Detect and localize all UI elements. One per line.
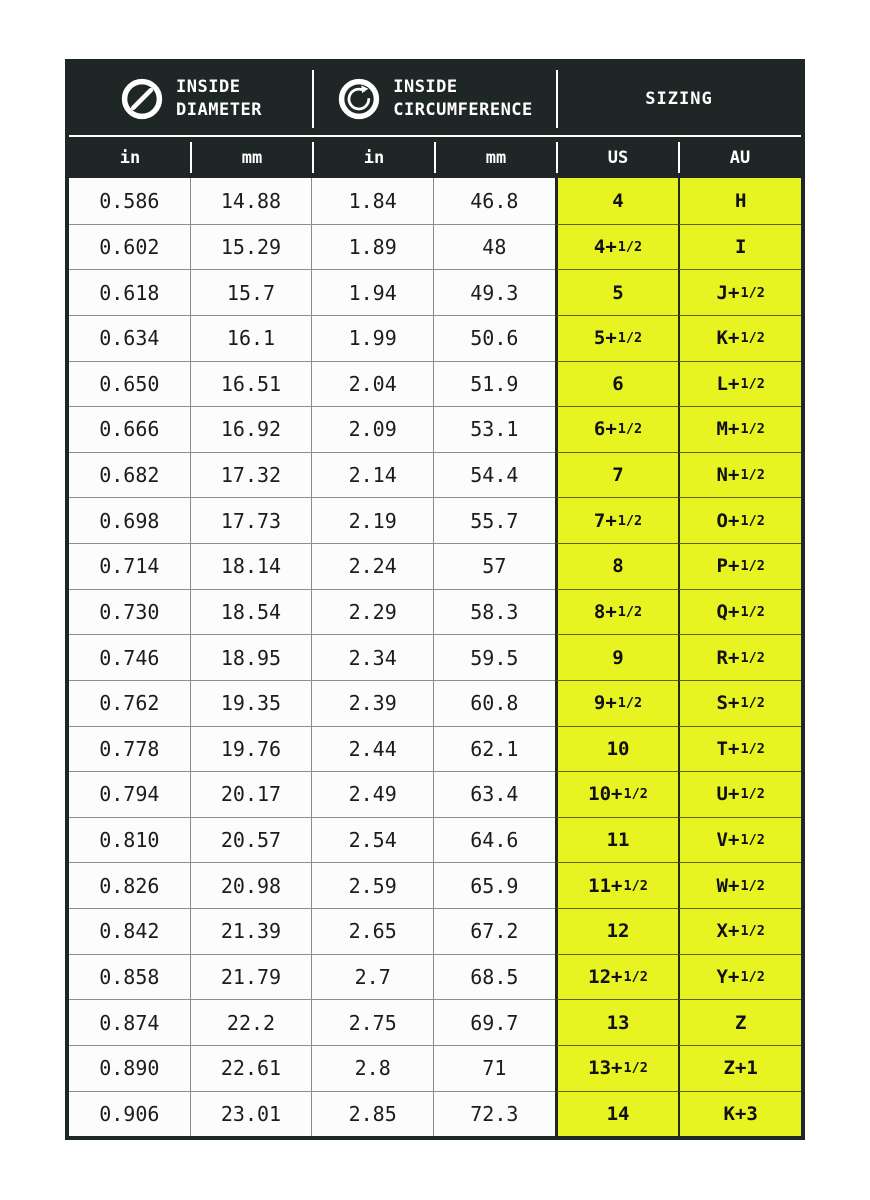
cell-size-us: 8+ 1/2	[555, 589, 679, 635]
header-group-label-line2: DIAMETER	[176, 100, 262, 120]
cell-circumference-in: 2.09	[311, 406, 433, 452]
table-row	[69, 726, 801, 772]
cell-diameter-in: 0.650	[69, 361, 190, 407]
header-group-label: SIZING	[645, 88, 713, 109]
cell-circumference-mm: 71	[433, 1045, 555, 1091]
cell-size-us: 8	[555, 543, 679, 589]
table-row	[69, 999, 801, 1045]
cell-diameter-mm: 17.32	[190, 452, 312, 498]
cell-circumference-in: 2.34	[311, 634, 433, 680]
cell-diameter-mm: 22.2	[190, 999, 312, 1045]
cell-circumference-mm: 59.5	[433, 634, 555, 680]
cell-diameter-in: 0.762	[69, 680, 190, 726]
table-row	[69, 817, 801, 863]
header-group-inside-diameter	[69, 76, 313, 122]
cell-circumference-mm: 51.9	[433, 361, 555, 407]
cell-diameter-mm: 18.95	[190, 634, 312, 680]
cell-diameter-in: 0.826	[69, 862, 190, 908]
cell-circumference-mm: 65.9	[433, 862, 555, 908]
cell-diameter-in: 0.714	[69, 543, 190, 589]
cell-size-us: 7	[555, 452, 679, 498]
header-group-sizing	[557, 88, 801, 111]
cell-circumference-in: 2.49	[311, 771, 433, 817]
header-group-inside-circumference	[313, 76, 557, 122]
cell-circumference-mm: 63.4	[433, 771, 555, 817]
cell-diameter-in: 0.682	[69, 452, 190, 498]
cell-size-us: 11	[555, 817, 679, 863]
table-row	[69, 908, 801, 954]
header-groups-row	[69, 63, 801, 135]
table-row	[69, 178, 801, 224]
cell-size-au: K+ 1/2	[678, 315, 801, 361]
cell-size-au: S+ 1/2	[678, 680, 801, 726]
column-header-divider	[556, 142, 558, 173]
cell-size-au: H	[678, 178, 801, 224]
circumference-icon	[337, 77, 381, 121]
table-row	[69, 771, 801, 817]
cell-diameter-in: 0.842	[69, 908, 190, 954]
cell-size-au: X+ 1/2	[678, 908, 801, 954]
cell-circumference-mm: 69.7	[433, 999, 555, 1045]
cell-size-us: 14	[555, 1091, 679, 1137]
cell-diameter-mm: 15.7	[190, 269, 312, 315]
cell-diameter-mm: 23.01	[190, 1091, 312, 1137]
cell-diameter-mm: 17.73	[190, 497, 312, 543]
column-header-circumference-mm: mm	[485, 147, 507, 168]
cell-circumference-mm: 54.4	[433, 452, 555, 498]
column-header-circumference-in: in	[363, 147, 385, 168]
cell-diameter-in: 0.794	[69, 771, 190, 817]
cell-size-us: 9+ 1/2	[555, 680, 679, 726]
cell-size-us: 5	[555, 269, 679, 315]
cell-size-us: 7+ 1/2	[555, 497, 679, 543]
table-row	[69, 1091, 801, 1137]
cell-circumference-in: 2.7	[311, 954, 433, 1000]
cell-diameter-in: 0.778	[69, 726, 190, 772]
cell-diameter-mm: 16.1	[190, 315, 312, 361]
cell-circumference-in: 2.65	[311, 908, 433, 954]
header-group-label	[176, 76, 262, 122]
cell-circumference-mm: 72.3	[433, 1091, 555, 1137]
cell-diameter-in: 0.602	[69, 224, 190, 270]
table-row	[69, 269, 801, 315]
cell-diameter-mm: 20.98	[190, 862, 312, 908]
cell-diameter-mm: 19.35	[190, 680, 312, 726]
cell-size-us: 10+ 1/2	[555, 771, 679, 817]
cell-circumference-mm: 55.7	[433, 497, 555, 543]
cell-circumference-in: 1.89	[311, 224, 433, 270]
table-row	[69, 361, 801, 407]
header-group-label-line1: INSIDE	[393, 77, 458, 98]
cell-diameter-in: 0.874	[69, 999, 190, 1045]
cell-circumference-mm: 68.5	[433, 954, 555, 1000]
table-row	[69, 452, 801, 498]
column-header-diameter-in: in	[119, 147, 141, 168]
cell-size-us: 4+ 1/2	[555, 224, 679, 270]
cell-circumference-mm: 57	[433, 543, 555, 589]
cell-diameter-mm: 20.57	[190, 817, 312, 863]
cell-size-au: R+ 1/2	[678, 634, 801, 680]
table-row	[69, 680, 801, 726]
cell-circumference-in: 2.24	[311, 543, 433, 589]
table-header	[69, 63, 801, 178]
cell-circumference-in: 2.85	[311, 1091, 433, 1137]
cell-size-au: Z+1	[678, 1045, 801, 1091]
table-row	[69, 589, 801, 635]
cell-circumference-in: 2.04	[311, 361, 433, 407]
table-row	[69, 406, 801, 452]
cell-size-au: M+ 1/2	[678, 406, 801, 452]
table-row	[69, 315, 801, 361]
cell-circumference-mm: 62.1	[433, 726, 555, 772]
cell-diameter-mm: 20.17	[190, 771, 312, 817]
cell-size-au: Z	[678, 999, 801, 1045]
table-row	[69, 543, 801, 589]
cell-circumference-in: 1.94	[311, 269, 433, 315]
cell-size-us: 13+ 1/2	[555, 1045, 679, 1091]
cell-circumference-mm: 49.3	[433, 269, 555, 315]
cell-circumference-in: 2.19	[311, 497, 433, 543]
cell-diameter-in: 0.730	[69, 589, 190, 635]
cell-diameter-in: 0.666	[69, 406, 190, 452]
header-group-label	[393, 76, 533, 122]
cell-diameter-in: 0.618	[69, 269, 190, 315]
cell-diameter-in: 0.698	[69, 497, 190, 543]
cell-size-au: I	[678, 224, 801, 270]
cell-diameter-in: 0.906	[69, 1091, 190, 1137]
table-row	[69, 1045, 801, 1091]
cell-circumference-in: 2.75	[311, 999, 433, 1045]
column-headers-row	[69, 137, 801, 178]
cell-size-us: 10	[555, 726, 679, 772]
cell-size-au: O+ 1/2	[678, 497, 801, 543]
cell-size-au: W+ 1/2	[678, 862, 801, 908]
cell-circumference-in: 2.29	[311, 589, 433, 635]
cell-diameter-mm: 16.92	[190, 406, 312, 452]
cell-diameter-mm: 19.76	[190, 726, 312, 772]
cell-size-au: V+ 1/2	[678, 817, 801, 863]
cell-size-us: 5+ 1/2	[555, 315, 679, 361]
cell-diameter-in: 0.586	[69, 178, 190, 224]
cell-size-us: 6+ 1/2	[555, 406, 679, 452]
cell-circumference-mm: 53.1	[433, 406, 555, 452]
column-header-au: AU	[729, 147, 751, 168]
ring-size-chart	[65, 59, 805, 1140]
cell-size-au: L+ 1/2	[678, 361, 801, 407]
cell-diameter-mm: 22.61	[190, 1045, 312, 1091]
cell-circumference-in: 2.59	[311, 862, 433, 908]
table-row	[69, 497, 801, 543]
cell-size-us: 11+ 1/2	[555, 862, 679, 908]
cell-size-au: P+ 1/2	[678, 543, 801, 589]
cell-size-us: 13	[555, 999, 679, 1045]
cell-size-us: 12	[555, 908, 679, 954]
cell-circumference-in: 2.39	[311, 680, 433, 726]
cell-diameter-mm: 21.39	[190, 908, 312, 954]
cell-circumference-mm: 48	[433, 224, 555, 270]
header-group-divider	[556, 70, 558, 128]
diameter-icon	[120, 77, 164, 121]
cell-diameter-in: 0.890	[69, 1045, 190, 1091]
cell-circumference-mm: 60.8	[433, 680, 555, 726]
cell-diameter-mm: 15.29	[190, 224, 312, 270]
cell-diameter-in: 0.746	[69, 634, 190, 680]
cell-circumference-in: 2.14	[311, 452, 433, 498]
table-row	[69, 862, 801, 908]
cell-size-au: K+3	[678, 1091, 801, 1137]
cell-size-au: N+ 1/2	[678, 452, 801, 498]
cell-circumference-mm: 46.8	[433, 178, 555, 224]
header-group-divider	[312, 70, 314, 128]
table-body	[69, 178, 801, 1136]
cell-diameter-mm: 18.54	[190, 589, 312, 635]
column-header-us: US	[607, 147, 629, 168]
cell-size-au: T+ 1/2	[678, 726, 801, 772]
cell-size-au: U+ 1/2	[678, 771, 801, 817]
cell-circumference-mm: 64.6	[433, 817, 555, 863]
column-header-divider	[312, 142, 314, 173]
cell-circumference-mm: 58.3	[433, 589, 555, 635]
table-row	[69, 954, 801, 1000]
cell-size-au: Y+ 1/2	[678, 954, 801, 1000]
cell-size-us: 6	[555, 361, 679, 407]
cell-diameter-mm: 14.88	[190, 178, 312, 224]
header-group-label-line1: INSIDE	[176, 77, 241, 98]
cell-circumference-in: 2.8	[311, 1045, 433, 1091]
cell-diameter-mm: 16.51	[190, 361, 312, 407]
header-group-label-line2: CIRCUMFERENCE	[393, 100, 533, 120]
cell-size-us: 12+ 1/2	[555, 954, 679, 1000]
cell-circumference-mm: 67.2	[433, 908, 555, 954]
cell-size-us: 4	[555, 178, 679, 224]
cell-circumference-in: 2.44	[311, 726, 433, 772]
cell-diameter-mm: 21.79	[190, 954, 312, 1000]
cell-diameter-in: 0.634	[69, 315, 190, 361]
cell-circumference-mm: 50.6	[433, 315, 555, 361]
column-header-divider	[678, 142, 680, 173]
cell-diameter-in: 0.810	[69, 817, 190, 863]
cell-circumference-in: 1.84	[311, 178, 433, 224]
cell-circumference-in: 1.99	[311, 315, 433, 361]
table-row	[69, 224, 801, 270]
table-row	[69, 634, 801, 680]
cell-size-au: J+ 1/2	[678, 269, 801, 315]
cell-diameter-mm: 18.14	[190, 543, 312, 589]
cell-size-us: 9	[555, 634, 679, 680]
cell-size-au: Q+ 1/2	[678, 589, 801, 635]
column-header-divider	[434, 142, 436, 173]
column-header-diameter-mm: mm	[241, 147, 263, 168]
cell-diameter-in: 0.858	[69, 954, 190, 1000]
cell-circumference-in: 2.54	[311, 817, 433, 863]
column-header-divider	[190, 142, 192, 173]
